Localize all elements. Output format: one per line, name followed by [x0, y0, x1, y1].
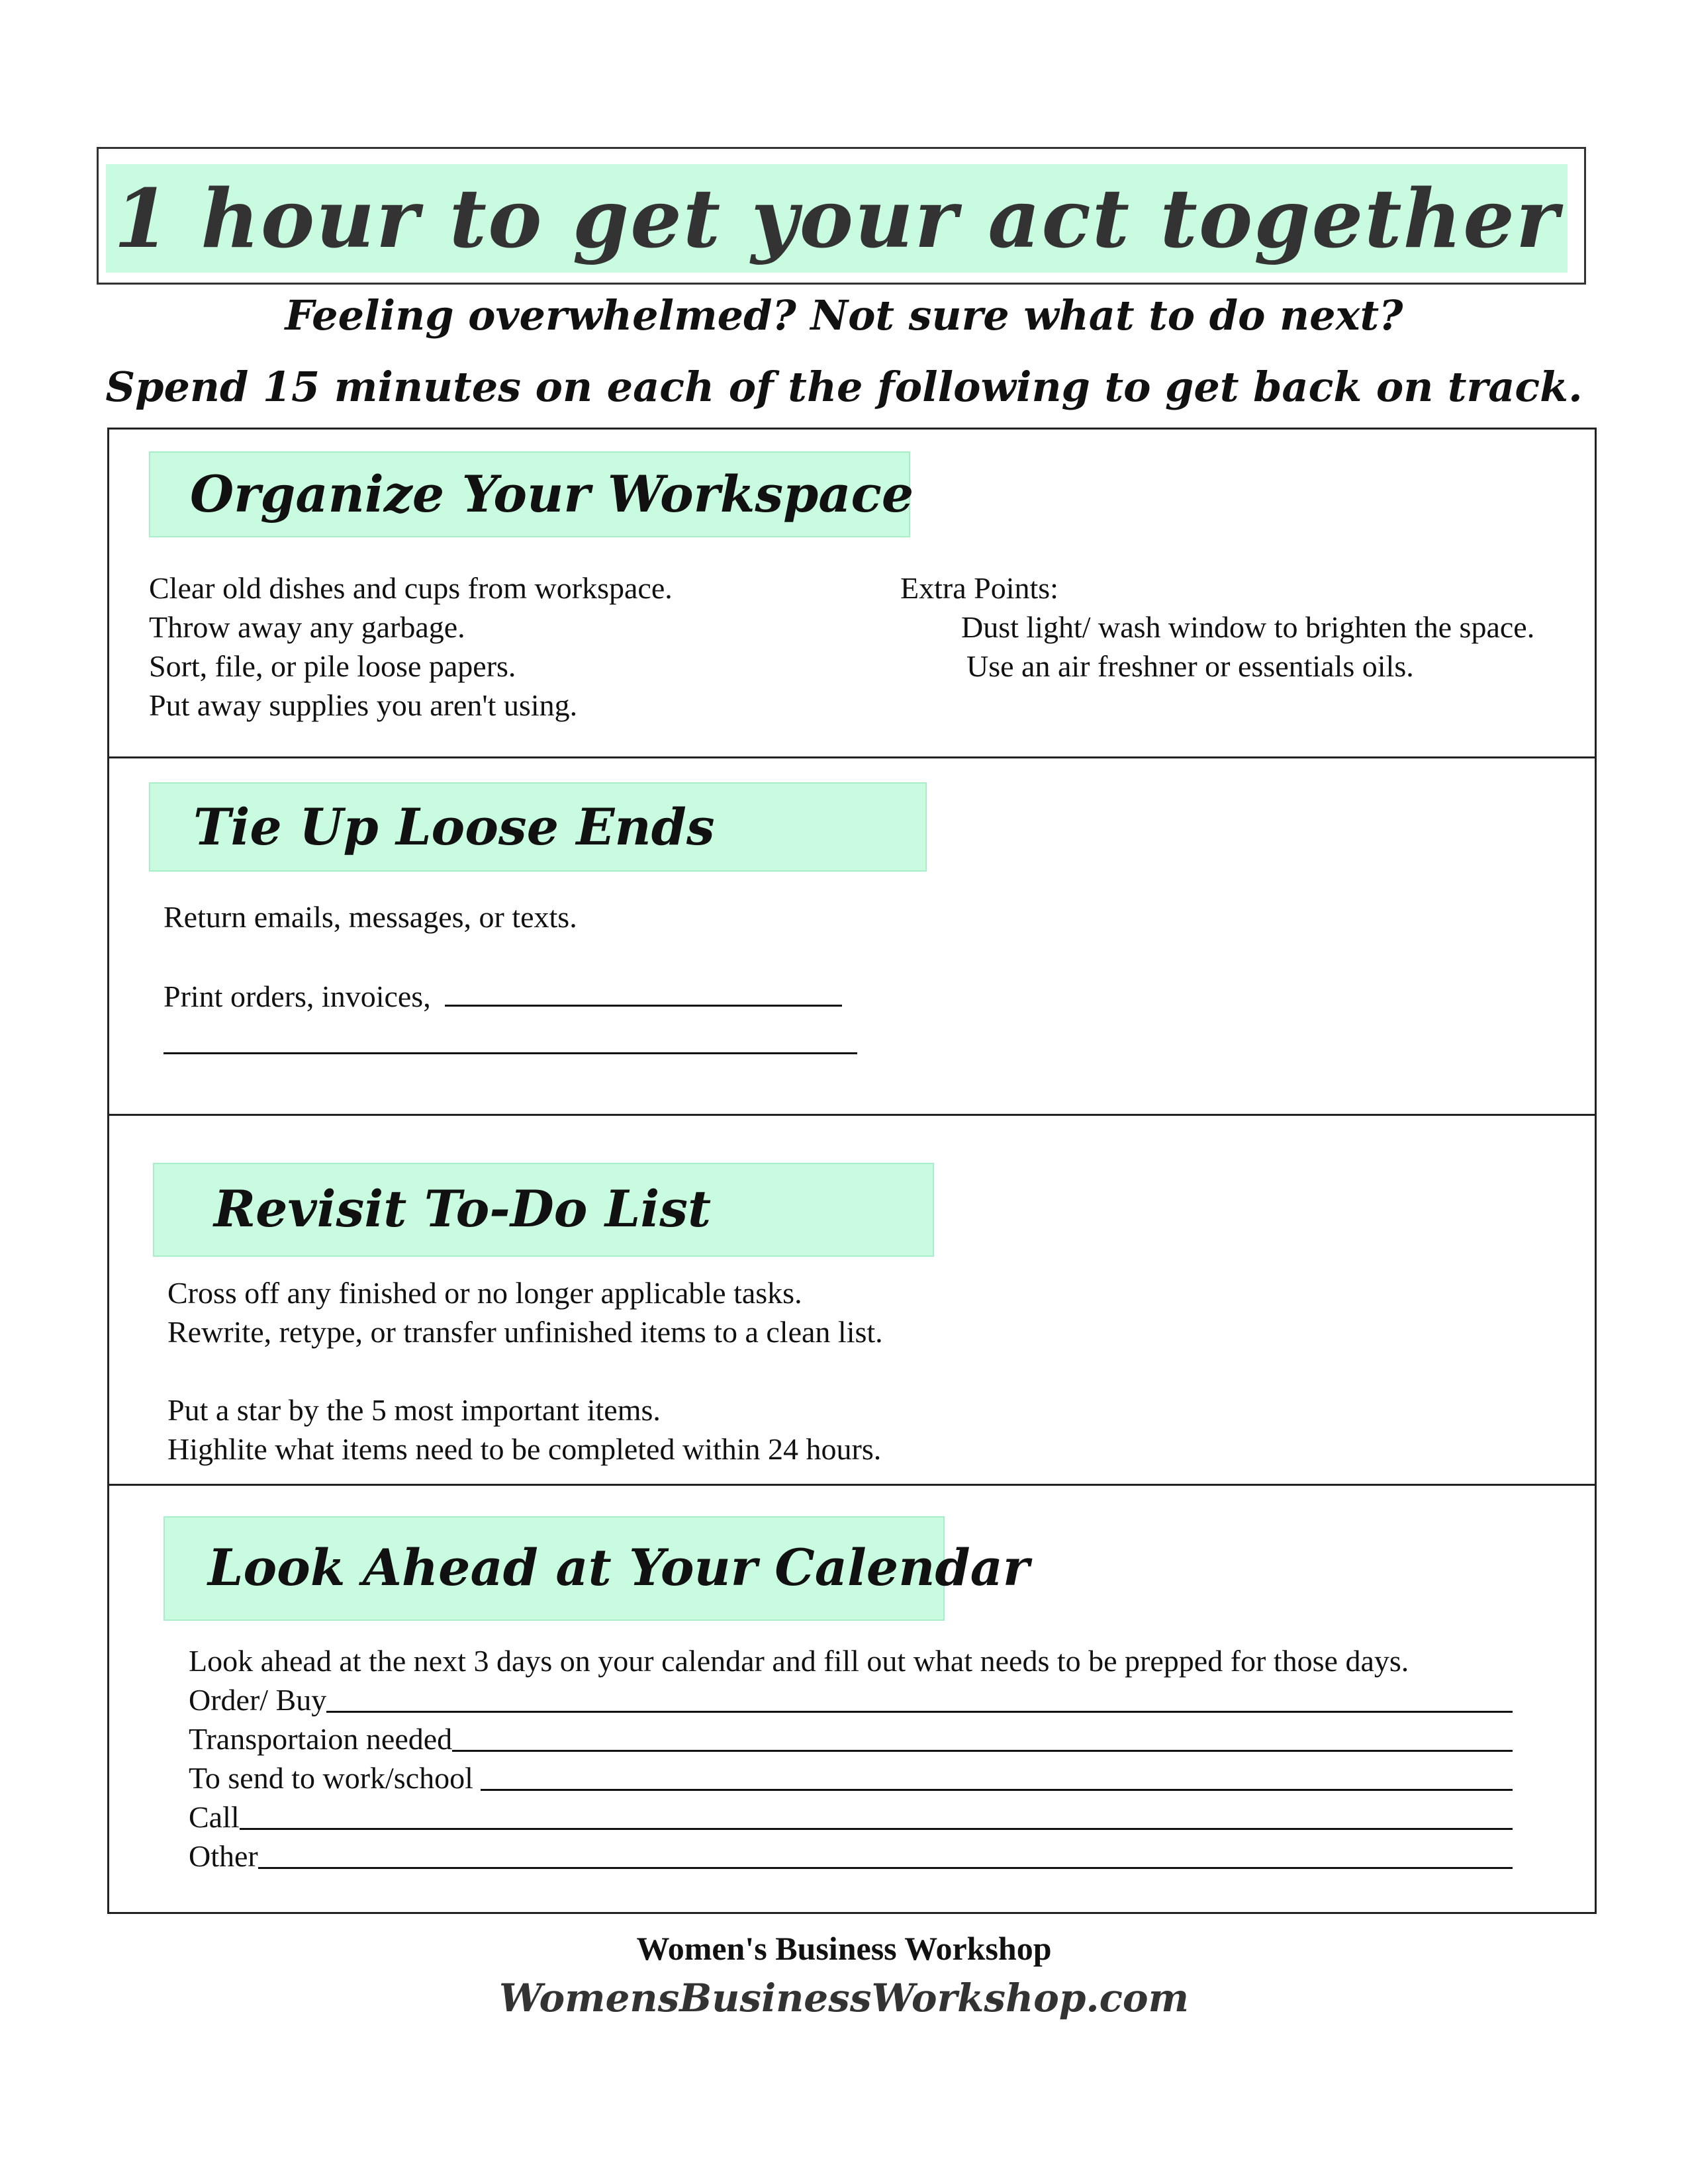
footer-brand-name: Women's Business Workshop	[636, 1930, 1052, 1967]
form-row-other	[189, 1837, 1513, 1876]
page-title: 1 hour to get your act together	[113, 171, 1560, 266]
print-orders-blank[interactable]	[445, 976, 842, 1007]
section-todo-list	[107, 1114, 1597, 1486]
field-label: Order/ Buy	[189, 1683, 327, 1717]
order-buy-field[interactable]	[326, 1682, 1513, 1713]
tagline-line-2: Spend 15 minutes on each of the following to get back on track.	[105, 363, 1583, 411]
list-item: Dust light/ wash window to brighten the space.	[961, 610, 1535, 644]
field-label: Transportaion needed	[189, 1722, 453, 1756]
other-field[interactable]	[258, 1838, 1513, 1869]
form-row-order-buy	[189, 1680, 1513, 1719]
section-heading-band	[149, 451, 914, 537]
section-heading: Revisit To-Do List	[214, 1179, 712, 1238]
list-item: Put a star by the 5 most important items.	[167, 1393, 661, 1427]
list-item: Return emails, messages, or texts.	[164, 900, 577, 934]
list-item: Sort, file, or pile loose papers.	[149, 649, 516, 683]
list-item: Put away supplies you aren't using.	[149, 688, 578, 722]
call-field[interactable]	[240, 1799, 1513, 1830]
list-item: Highlite what items need to be completed within 24 hours.	[167, 1432, 882, 1466]
form-row-send-to-work-school	[189, 1758, 1513, 1797]
calendar-intro: Look ahead at the next 3 days on your calendar and fill out what needs to be prepped for those days.	[189, 1644, 1409, 1678]
list-item: Rewrite, retype, or transfer unfinished items to a clean list.	[167, 1315, 883, 1349]
tagline-line-1: Feeling overwhelmed? Not sure what to do next?	[285, 291, 1403, 340]
section-calendar	[107, 1484, 1597, 1914]
section-organize-workspace	[107, 428, 1597, 758]
send-to-work-school-field[interactable]	[481, 1760, 1513, 1791]
section-loose-ends	[107, 756, 1597, 1116]
section-heading: Look Ahead at Your Calendar	[208, 1538, 1029, 1597]
list-item: Use an air freshner or essentials oils.	[966, 649, 1414, 683]
section-heading-band	[153, 1163, 934, 1257]
transportation-field[interactable]	[452, 1721, 1513, 1752]
list-item: Clear old dishes and cups from workspace.	[149, 571, 673, 605]
section-heading-band	[164, 1516, 1029, 1621]
field-label: Other	[189, 1839, 258, 1873]
section-heading: Tie Up Loose Ends	[193, 797, 715, 856]
form-row-transportation	[189, 1719, 1513, 1758]
list-item: Cross off any finished or no longer applicable tasks.	[167, 1276, 802, 1310]
footer-website: WomensBusinessWorkshop.com	[499, 1976, 1189, 2021]
calendar-prep-form	[189, 1641, 1513, 1876]
list-item: Throw away any garbage.	[149, 610, 465, 644]
list-item	[164, 976, 842, 1016]
field-label: To send to work/school	[189, 1761, 481, 1795]
field-label: Call	[189, 1800, 240, 1834]
todo-task-list	[167, 1273, 883, 1469]
section-heading: Organize Your Workspace	[190, 465, 914, 523]
workspace-task-list	[149, 569, 673, 725]
section-heading-band	[149, 782, 927, 872]
print-orders-label: Print orders, invoices,	[164, 979, 431, 1013]
loose-ends-blank-line[interactable]	[164, 1023, 857, 1054]
extra-points-label: Extra Points:	[900, 571, 1058, 605]
extra-points	[900, 569, 1534, 686]
form-row-call	[189, 1797, 1513, 1837]
